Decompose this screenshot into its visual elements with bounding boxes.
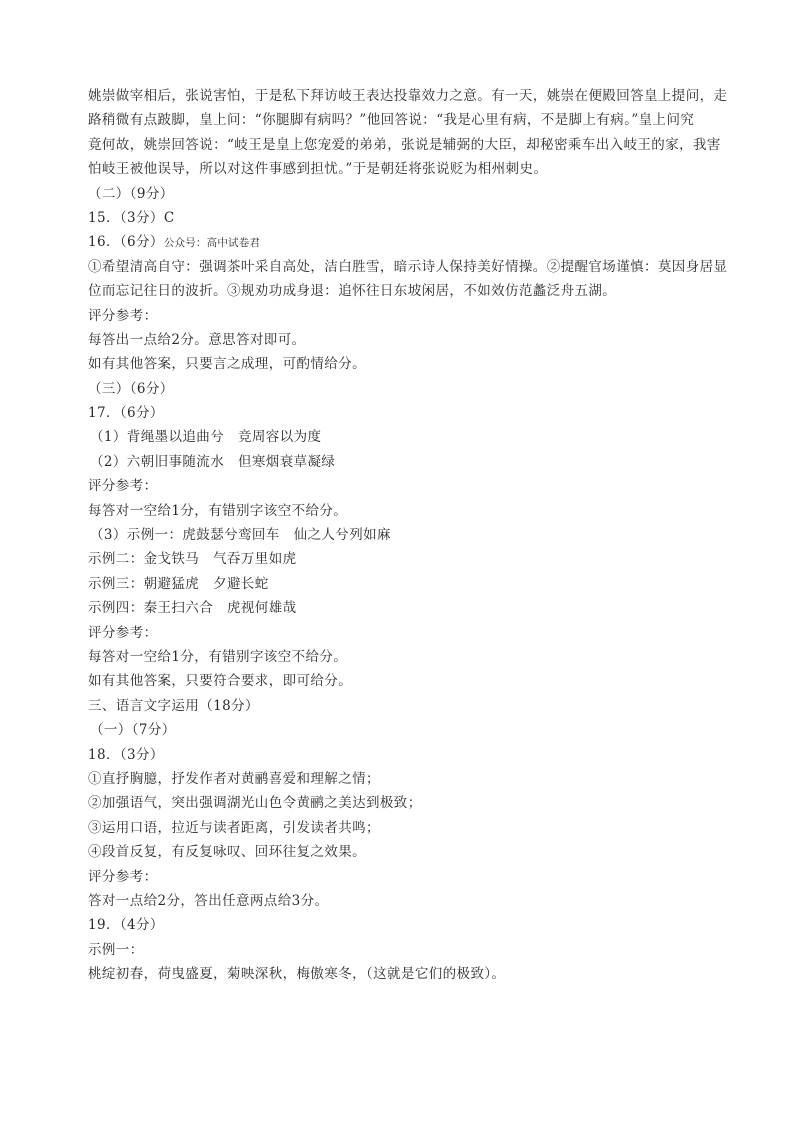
answer-line: ①直抒胸臆，抒发作者对黄鹂喜爱和理解之情； xyxy=(88,770,380,787)
text-line: 每答出一点给2分。意思答对即可。 xyxy=(88,331,306,348)
question-number: 16．（6分） xyxy=(88,234,164,251)
text-line: 姚崇做宰相后，张说害怕，于是私下拜访岐王表达投靠效力之意。有一天，姚崇在便殿回答皇上提问，走 xyxy=(88,88,728,104)
section-heading: （二）（9分） xyxy=(88,185,174,202)
question-heading: 19．（4分） xyxy=(88,917,164,934)
question-answer: 15．（3分）C xyxy=(88,209,175,226)
answer-line: ②加强语气，突出强调湖光山色令黄鹂之美达到极致； xyxy=(88,795,422,812)
text-line: 路稍微有点跛脚，皇上问：“你腿脚有病吗？”他回答说：“我是心里有病，不是脚上有病。”皇上问究 xyxy=(88,112,695,129)
scoring-reference: 评分参考： xyxy=(88,624,158,641)
scoring-reference: 评分参考： xyxy=(88,478,158,495)
answer-line: （3）示例一：虎鼓瑟兮鸾回车 仙之人兮列如麻 xyxy=(90,527,391,544)
text-line: ①希望清高自守：强调茶叶采自高处，洁白胜雪，暗示诗人保持美好情操。②提醒官场谨慎：莫因身居显 xyxy=(88,258,728,275)
text-line: 竟何故，姚崇回答说：“岐王是皇上您宠爱的弟弟，张说是辅弼的大臣，却秘密乘车出入岐王的家，我害 xyxy=(88,136,721,153)
question-heading: 17．（6分） xyxy=(88,405,164,422)
answer-line: （2）六朝旧事随流水 但寒烟衰草凝绿 xyxy=(90,453,336,470)
text-line: 如有其他答案，只要符合要求，即可给分。 xyxy=(88,673,353,690)
question-heading: 18．（3分） xyxy=(88,746,164,763)
text-line: 每答对一空给1分，有错别字该空不给分。 xyxy=(88,502,348,519)
inline-note: 公众号：高中试卷君 xyxy=(163,237,261,250)
section-heading: （三）（6分） xyxy=(88,380,174,397)
text-line: 每答对一空给1分，有错别字该空不给分。 xyxy=(88,648,348,665)
document-body xyxy=(88,84,728,986)
scoring-reference: 评分参考： xyxy=(88,307,158,324)
example-line: 示例二：金戈铁马 气吞万里如虎 xyxy=(88,551,297,568)
question-heading xyxy=(88,230,724,254)
text-line: 答对一点给2分，答出任意两点给3分。 xyxy=(88,892,329,909)
answer-line: ④段首反复，有反复咏叹、回环往复之效果。 xyxy=(88,844,366,861)
example-line: 示例一： xyxy=(88,941,144,958)
answer-line: 桃绽初春，荷曳盛夏，菊映深秋，梅傲寒冬，（这就是它们的极致）。 xyxy=(88,966,506,983)
example-line: 示例三：朝避猛虎 夕避长蛇 xyxy=(88,575,269,592)
text-line: 位而忘记往日的波折。③规劝功成身退：追怀往日东坡闲居，不如效仿范蠡泛舟五湖。 xyxy=(88,283,617,300)
text-line: 怕岐王被他误导，所以对这件事感到担忧。”于是朝廷将张说贬为相州刺史。 xyxy=(88,161,548,178)
example-line: 示例四：秦王扫六合 虎视何雄哉 xyxy=(88,600,297,617)
section-heading: （一）（7分） xyxy=(90,722,176,739)
part-heading: 三、语言文字运用（18分） xyxy=(88,697,259,714)
answer-line: ③运用口语，拉近与读者距离，引发读者共鸣； xyxy=(88,819,380,836)
answer-line: （1）背绳墨以追曲兮 竞周容以为度 xyxy=(90,429,322,446)
scoring-reference: 评分参考： xyxy=(88,868,158,885)
text-line: 如有其他答案，只要言之成理，可酌情给分。 xyxy=(88,356,366,373)
